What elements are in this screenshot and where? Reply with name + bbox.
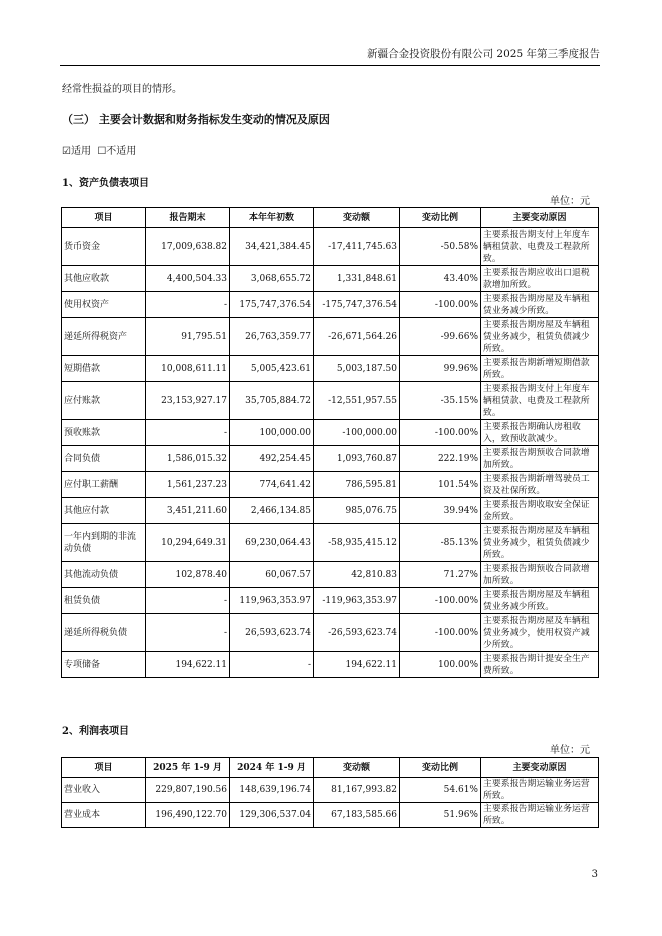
end-value-cell: 4,400,504.33	[146, 266, 230, 292]
end-value-cell: 1,561,237.23	[146, 472, 230, 498]
table-row	[62, 446, 599, 472]
item-cell: 预收账款	[62, 420, 146, 446]
applicable-checkbox: ☑	[62, 146, 71, 157]
change-ratio-cell: 100.00%	[400, 652, 481, 678]
change-amount-cell: -100,000.00	[314, 420, 400, 446]
change-amount-cell: 1,093,760.87	[314, 446, 400, 472]
item-cell: 短期借款	[62, 356, 146, 382]
item-cell: 租赁负债	[62, 588, 146, 614]
begin-value-cell: 100,000.00	[230, 420, 314, 446]
table-row	[62, 652, 599, 678]
table-row	[62, 318, 599, 356]
change-amount-cell: -17,411,745.63	[314, 228, 400, 266]
column-header: 变动比例	[400, 208, 481, 228]
item-cell: 递延所得税资产	[62, 318, 146, 356]
table-row	[62, 803, 599, 828]
reason-cell: 主要系报告期新增驾驶员工资及社保所致。	[481, 472, 599, 498]
reason-cell: 主要系报告期预收合同款增加所致。	[481, 446, 599, 472]
column-header: 变动比例	[400, 758, 481, 778]
table-row	[62, 778, 599, 803]
end-value-cell: 102,878.40	[146, 562, 230, 588]
reason-cell: 主要系报告期支付上年度车辆租赁款、电费及工程款所致。	[481, 228, 599, 266]
column-header: 2025 年 1-9 月	[146, 758, 230, 778]
table-row	[62, 498, 599, 524]
not-applicable-label: 不适用	[106, 146, 137, 157]
change-amount-cell: -175,747,376.54	[314, 292, 400, 318]
reason-cell: 主要系报告期新增短期借款所致。	[481, 356, 599, 382]
column-header: 变动额	[314, 758, 400, 778]
end-value-cell: 1,586,015.32	[146, 446, 230, 472]
change-amount-cell: 1,331,848.61	[314, 266, 400, 292]
change-ratio-cell: 51.96%	[400, 803, 481, 828]
table-row	[62, 472, 599, 498]
change-amount-cell: -119,963,353.97	[314, 588, 400, 614]
column-header: 本年年初数	[230, 208, 314, 228]
column-header: 2024 年 1-9 月	[230, 758, 314, 778]
change-amount-cell: 194,622.11	[314, 652, 400, 678]
item-cell: 营业成本	[62, 803, 146, 828]
reason-cell: 主要系报告期预收合同款增加所致。	[481, 562, 599, 588]
end-value-cell: -	[146, 292, 230, 318]
change-ratio-cell: -50.58%	[400, 228, 481, 266]
reason-cell: 主要系报告期运输业务运营所致。	[481, 778, 599, 803]
balance-sheet-title: 1、资产负债表项目	[62, 178, 149, 189]
reason-cell: 主要系报告期房屋及车辆租赁业务减少所致。	[481, 292, 599, 318]
change-ratio-cell: 101.54%	[400, 472, 481, 498]
table-row	[62, 382, 599, 420]
end-value-cell: 23,153,927.17	[146, 382, 230, 420]
not-applicable-checkbox: ☐	[97, 146, 107, 157]
begin-value-cell: 60,067.57	[230, 562, 314, 588]
change-amount-cell: 67,183,585.66	[314, 803, 400, 828]
column-header: 项目	[62, 758, 146, 778]
change-amount-cell: -26,671,564.26	[314, 318, 400, 356]
reason-cell: 主要系报告期收取安全保证金所致。	[481, 498, 599, 524]
change-ratio-cell: -100.00%	[400, 420, 481, 446]
table-row	[62, 588, 599, 614]
end-value-cell: 196,490,122.70	[146, 803, 230, 828]
end-value-cell: 229,807,190.56	[146, 778, 230, 803]
reason-cell: 主要系报告期房屋及车辆租赁业务减少，租赁负债减少所致。	[481, 524, 599, 562]
item-cell: 其他流动负债	[62, 562, 146, 588]
change-amount-cell: 81,167,993.82	[314, 778, 400, 803]
balance-unit-label: 单位：元	[550, 196, 590, 207]
end-value-cell: 3,451,211.60	[146, 498, 230, 524]
reason-cell: 主要系报告期房屋及车辆租赁业务减少，使用权资产减少所致。	[481, 614, 599, 652]
begin-value-cell: 2,466,134.85	[230, 498, 314, 524]
change-amount-cell: 985,076.75	[314, 498, 400, 524]
end-value-cell: 91,795.51	[146, 318, 230, 356]
change-amount-cell: 42,810.83	[314, 562, 400, 588]
item-cell: 应付职工薪酬	[62, 472, 146, 498]
table-row	[62, 524, 599, 562]
table-header-row	[62, 758, 599, 778]
income-statement-title: 2、利润表项目	[62, 726, 129, 737]
section-title: （三） 主要会计数据和财务指标发生变动的情况及原因	[62, 113, 330, 126]
balance-sheet-table	[61, 207, 599, 678]
change-ratio-cell: -35.15%	[400, 382, 481, 420]
end-value-cell: 194,622.11	[146, 652, 230, 678]
table-row	[62, 562, 599, 588]
item-cell: 专项储备	[62, 652, 146, 678]
reason-cell: 主要系报告期运输业务运营所致。	[481, 803, 599, 828]
change-ratio-cell: -100.00%	[400, 614, 481, 652]
item-cell: 使用权资产	[62, 292, 146, 318]
end-value-cell: 10,008,611.11	[146, 356, 230, 382]
reason-cell: 主要系报告期应收出口退税款增加所致。	[481, 266, 599, 292]
change-ratio-cell: 99.96%	[400, 356, 481, 382]
item-cell: 递延所得税负债	[62, 614, 146, 652]
table-row	[62, 356, 599, 382]
end-value-cell: -	[146, 588, 230, 614]
reason-cell: 主要系报告期确认房租收入，致预收款减少。	[481, 420, 599, 446]
change-amount-cell: 5,003,187.50	[314, 356, 400, 382]
column-header: 主要变动原因	[481, 208, 599, 228]
end-value-cell: 10,294,649.31	[146, 524, 230, 562]
reason-cell: 主要系报告期房屋及车辆租赁业务减少，租赁负债减少所致。	[481, 318, 599, 356]
table-row	[62, 228, 599, 266]
table-row	[62, 266, 599, 292]
column-header: 报告期末	[146, 208, 230, 228]
table-row	[62, 292, 599, 318]
change-ratio-cell: -99.66%	[400, 318, 481, 356]
change-ratio-cell: -100.00%	[400, 588, 481, 614]
begin-value-cell: 492,254.45	[230, 446, 314, 472]
begin-value-cell: 35,705,884.72	[230, 382, 314, 420]
item-cell: 其他应收款	[62, 266, 146, 292]
change-ratio-cell: -100.00%	[400, 292, 481, 318]
item-cell: 货币资金	[62, 228, 146, 266]
item-cell: 应付账款	[62, 382, 146, 420]
change-amount-cell: -12,551,957.55	[314, 382, 400, 420]
begin-value-cell: 34,421,384.45	[230, 228, 314, 266]
begin-value-cell: 129,306,537.04	[230, 803, 314, 828]
table-header-row	[62, 208, 599, 228]
table-row	[62, 420, 599, 446]
begin-value-cell: 119,963,353.97	[230, 588, 314, 614]
end-value-cell: -	[146, 420, 230, 446]
change-amount-cell: -58,935,415.12	[314, 524, 400, 562]
change-amount-cell: -26,593,623.74	[314, 614, 400, 652]
begin-value-cell: 3,068,655.72	[230, 266, 314, 292]
item-cell: 其他应付款	[62, 498, 146, 524]
applicability-options	[62, 142, 136, 157]
column-header: 主要变动原因	[481, 758, 599, 778]
begin-value-cell: 148,639,196.74	[230, 778, 314, 803]
change-ratio-cell: 39.94%	[400, 498, 481, 524]
table-row	[62, 614, 599, 652]
page-header: 新疆合金投资股份有限公司 2025 年第三季度报告	[60, 46, 600, 66]
applicable-label: 适用	[70, 146, 91, 157]
reason-cell: 主要系报告期计提安全生产费所致。	[481, 652, 599, 678]
end-value-cell: -	[146, 614, 230, 652]
item-cell: 一年内到期的非流动负债	[62, 524, 146, 562]
change-amount-cell: 786,595.81	[314, 472, 400, 498]
reason-cell: 主要系报告期房屋及车辆租赁业务减少所致。	[481, 588, 599, 614]
income-unit-label: 单位：元	[550, 745, 590, 756]
change-ratio-cell: -85.13%	[400, 524, 481, 562]
begin-value-cell: 26,593,623.74	[230, 614, 314, 652]
begin-value-cell: 175,747,376.54	[230, 292, 314, 318]
begin-value-cell: 26,763,359.77	[230, 318, 314, 356]
page-number: 3	[591, 869, 598, 880]
change-ratio-cell: 43.40%	[400, 266, 481, 292]
begin-value-cell: -	[230, 652, 314, 678]
intro-text: 经常性损益的项目的情形。	[62, 84, 182, 95]
income-statement-table	[61, 757, 599, 828]
item-cell: 合同负债	[62, 446, 146, 472]
change-ratio-cell: 222.19%	[400, 446, 481, 472]
begin-value-cell: 774,641.42	[230, 472, 314, 498]
column-header: 变动额	[314, 208, 400, 228]
change-ratio-cell: 71.27%	[400, 562, 481, 588]
begin-value-cell: 5,005,423.61	[230, 356, 314, 382]
begin-value-cell: 69,230,064.43	[230, 524, 314, 562]
column-header: 项目	[62, 208, 146, 228]
item-cell: 营业收入	[62, 778, 146, 803]
reason-cell: 主要系报告期支付上年度车辆租赁款、电费及工程款所致。	[481, 382, 599, 420]
end-value-cell: 17,009,638.82	[146, 228, 230, 266]
change-ratio-cell: 54.61%	[400, 778, 481, 803]
